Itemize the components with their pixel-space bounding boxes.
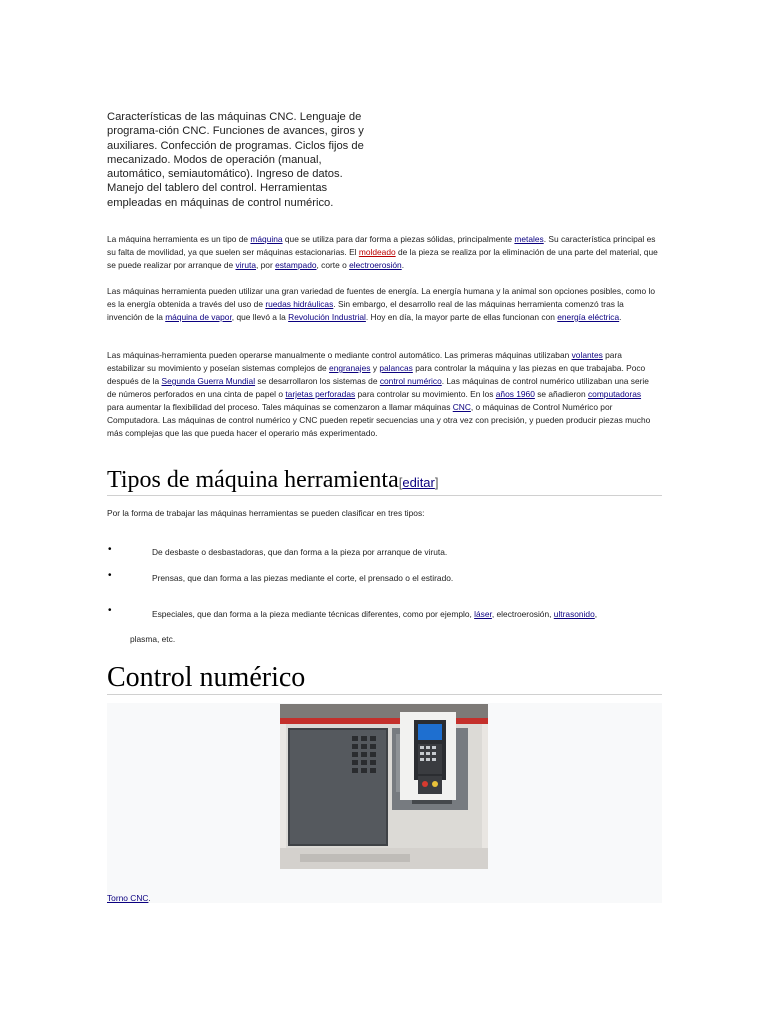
link-moldeado[interactable]: moldeado [358,247,396,257]
link-ruedas-hidraulicas[interactable]: ruedas hidráulicas [265,299,334,309]
link-electroerosion[interactable]: electroerosión [349,260,402,270]
link-metales[interactable]: metales [514,234,544,244]
link-laser[interactable]: láser [474,609,492,619]
list-item-prensas: Prensas, que dan forma a las piezas mediante el corte, el prensado o el estirado. [152,573,454,583]
link-estampado[interactable]: estampado [275,260,317,270]
bullet-marker: • [108,544,112,555]
link-maquina[interactable]: máquina [250,234,283,244]
link-cnc[interactable]: CNC [452,402,471,412]
bullet-marker: • [108,605,112,616]
link-volantes[interactable]: volantes [571,350,603,360]
link-revolucion-industrial[interactable]: Revolución Industrial [288,312,366,322]
list-item-especiales: Especiales, que dan forma a la pieza mediante técnicas diferentes, como por ejemplo, láser, electroerosión, ultrasonido, [152,609,598,619]
link-viruta[interactable]: viruta [235,260,256,270]
list-item-especiales-cont: plasma, etc. [130,634,176,644]
heading-tipos: Tipos de máquina herramienta[editar] [107,466,662,496]
link-tarjetas-perforadas[interactable]: tarjetas perforadas [285,389,356,399]
link-palancas[interactable]: palancas [379,363,413,373]
bullet-marker: • [108,570,112,581]
list-item-desbaste: De desbaste o desbastadoras, que dan forma a la pieza por arranque de viruta. [152,547,448,557]
paragraph-clasificacion: Por la forma de trabajar las máquinas herramientas se pueden clasificar en tres tipos: [107,508,425,518]
link-ultrasonido[interactable]: ultrasonido [553,609,595,619]
link-maquina-de-vapor[interactable]: máquina de vapor [165,312,232,322]
paragraph-control: Las máquinas-herramienta pueden operarse manualmente o mediante control automático. Las primeras máquinas utilizaban volantes para estabilizar su movimiento y poseían sistemas complejos de engranajes y palancas para controlar la máquina y las piezas en que trabajaba. Poco después de la Segunda Guerra Mundial se desarrollaron los sistemas de control numérico. Las máquinas de control numérico utilizaban una serie de números perforados en una cinta de papel o tarjetas perforadas para controlar su movimiento. En los años 1960 se añadieron computadoras para aumentar la flexibilidad del proceso. Tales máquinas se comenzaron a llamar máquinas CNC, o máquinas de Control Numérico por Computadora. Las máquinas de control numérico y CNC pueden repetir secuencias una y otra vez con precisión, y pueden producir piezas mucho más complejas que las que pueda hacer el operario más experimentado. [107,350,651,438]
heading-control-numerico: Control numérico [107,661,662,695]
edit-section: [editar] [398,475,439,490]
paragraph-energy: Las máquinas herramienta pueden utilizar una gran variedad de fuentes de energía. La energía humana y la animal son opciones posibles, como lo es la energía obtenida a través del uso de ruedas hidráulicas. Sin embargo, el desarrollo real de las máquinas herramienta comenzó tras la invención de la máquina de vapor, que llevó a la Revolución Industrial. Hoy en día, la mayor parte de ellas funcionan con energía eléctrica. [107,286,655,322]
link-computadoras[interactable]: computadoras [587,389,642,399]
edit-link[interactable]: editar [402,475,435,490]
link-torno-cnc[interactable]: Torno CNC [107,893,149,903]
link-segunda-guerra-mundial[interactable]: Segunda Guerra Mundial [161,376,256,386]
link-control-numerico[interactable]: control numérico [379,376,442,386]
figure-caption: Torno CNC. [107,893,151,903]
link-anos-1960[interactable]: años 1960 [495,389,535,399]
abstract-text: Características de las máquinas CNC. Lenguaje de programa-ción CNC. Funciones de avances, giros y auxiliares. Confección de programas. Ciclos fijos de mecanizado. Modos de operación (manual, automático, semiautomático). Ingreso de datos. Manejo del tablero del control. Herramientas empleadas en máquinas de control numérico. [107,111,364,209]
link-engranajes[interactable]: engranajes [329,363,371,373]
link-energia-electrica[interactable]: energía eléctrica [557,312,620,322]
paragraph-intro: La máquina herramienta es un tipo de máquina que se utiliza para dar forma a piezas sólidas, principalmente metales. Su característica principal es su falta de movilidad, ya que suelen ser máquinas estacionarias. El moldeado de la pieza se realiza por la eliminación de una parte del material, que se puede realizar por arranque de viruta, por estampado, corte o electroerosión. [107,234,658,270]
cnc-lathe-image [280,704,488,869]
